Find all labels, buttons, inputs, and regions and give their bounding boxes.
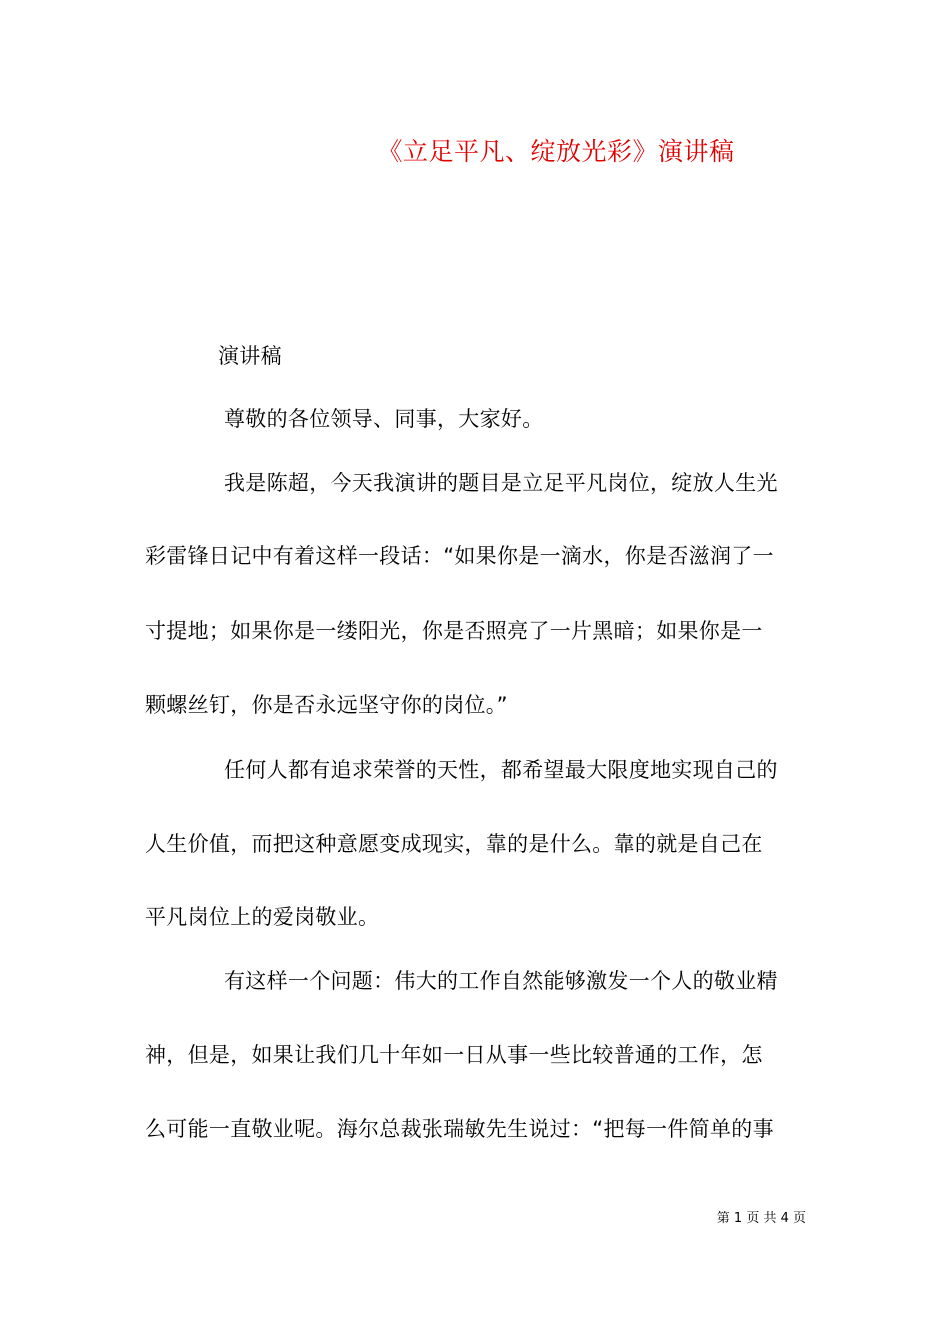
- paragraph-line: 人生价值，而把这种意愿变成现实，靠的是什么。靠的就是自己在: [145, 832, 763, 856]
- paragraph-line: 么可能一直敬业呢。海尔总裁张瑞敏先生说过：“把每一件简单的事: [145, 1117, 774, 1141]
- paragraph-line: 神，但是，如果让我们几十年如一日从事一些比较普通的工作，怎: [145, 1043, 763, 1067]
- paragraph-line: 颗螺丝钉，你是否永远坚守你的岗位。”: [145, 693, 508, 717]
- paragraph-line: 有这样一个问题：伟大的工作自然能够激发一个人的敬业精: [224, 969, 778, 993]
- paragraph-line: 尊敬的各位领导、同事，大家好。: [224, 407, 544, 431]
- document-title: 《立足平凡、绽放光彩》演讲稿: [377, 137, 735, 166]
- page-footer: 第 1 页 共 4 页: [716, 1211, 806, 1226]
- paragraph-line: 平凡岗位上的爱岗敬业。: [145, 905, 380, 929]
- paragraph-line: 任何人都有追求荣誉的天性，都希望最大限度地实现自己的: [224, 758, 778, 782]
- paragraph-line: 彩雷锋日记中有着这样一段话：“如果你是一滴水，你是否滋润了一: [145, 544, 774, 568]
- paragraph-line: 我是陈超，今天我演讲的题目是立足平凡岗位，绽放人生光: [224, 471, 778, 495]
- paragraph-line: 寸提地；如果你是一缕阳光，你是否照亮了一片黑暗；如果你是一: [145, 619, 763, 643]
- paragraph-line: 演讲稿: [218, 344, 282, 368]
